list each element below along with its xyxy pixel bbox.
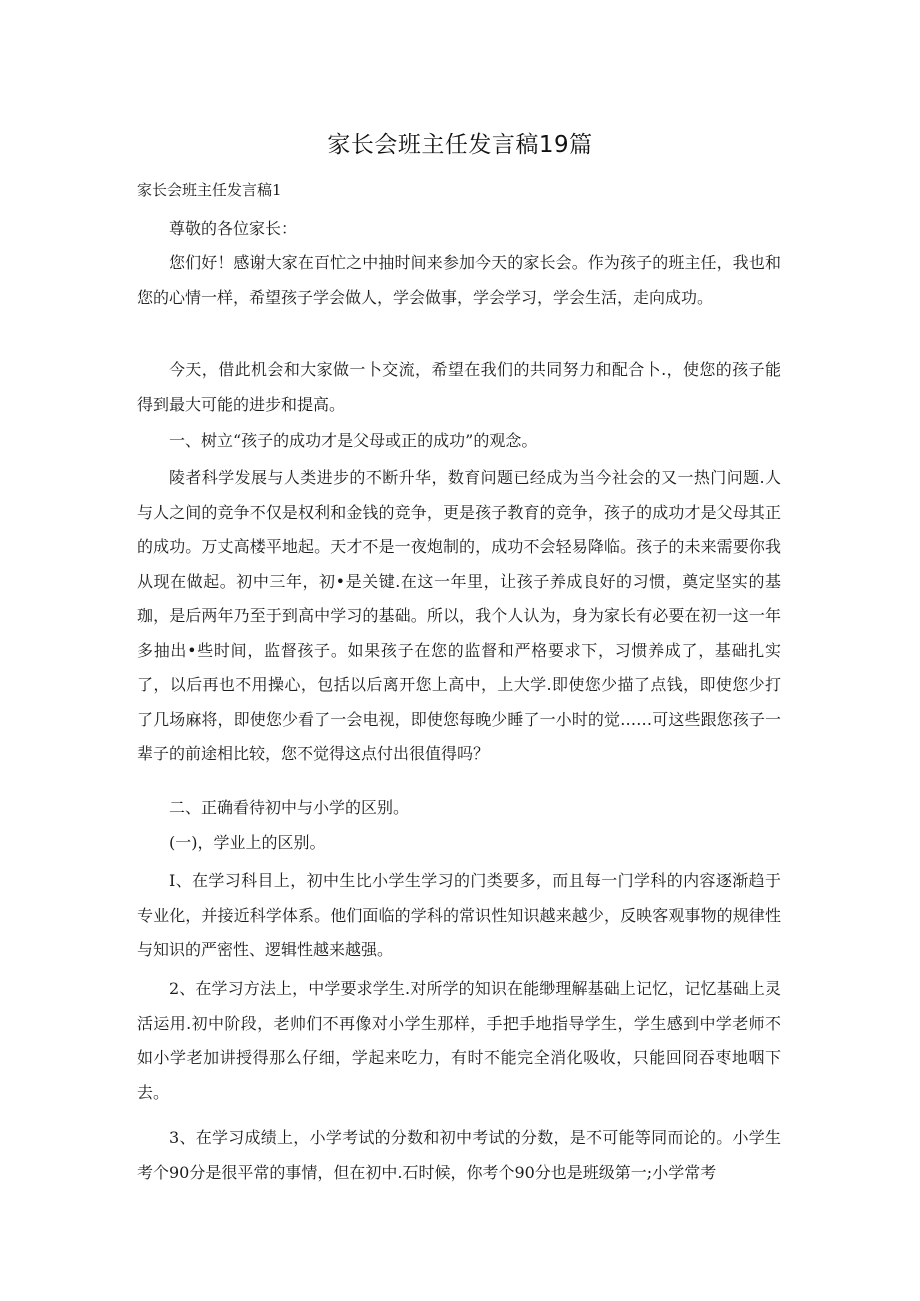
paragraph-greeting: 您们好！感谢大家在百忙之中抽时间来参加今天的家长会。作为孩子的班主任，我也和您的心情一样，希望孩子学会做人，学会做事，学会学习，学会生活，走向成功。 [137,253,781,307]
list-item: I、在学习科目上，初中生比小学生学习的门类要多，而且每一门学科的内容逐渐趋于专业化，并接近科学体系。他们面临的学科的常识性知识越来越少，反映客观事物的规律性与知识的严密性、逻辑性越来越强。 [137,871,781,959]
paragraph-intro: 今天，借此机会和大家做一卜交流，希望在我们的共同努力和配合卜.，使您的孩子能得到最大可能的进步和提高。 [137,360,781,414]
section-1-heading: 一、树立“孩子的成功才是父母或正的成功”的观念。 [169,431,538,450]
section-1-body: 陵者科学发展与人类进步的不断升华，数育问题已经成为当今社会的又一热门问题.人与人之间的竞争不仅是权利和金钱的竞争，更是孩子教育的竞争，孩子的成功才是父母其正的成功。万丈高楼平地起。天才不是一夜炮制的，成功不会轻易降临。孩子的未来需要你我从现在做起。初中三年，初•是关键.在这一年里，让孩子养成良好的习惯，奠定坚实的基珈，是后两年乃至于到高中学习的基础。所以，我个人认为，身为家长有必要在初一这一年多抽出•些时间，监督孩子。如果孩子在您的监督和严格要求下，习惯养成了，基础扎实了，以后再也不用操心，包括以后离开您上高中，上大学.即使您少描了点钱，即使您少打了几场麻将，即使您少看了一会电视，即使您每晚少睡了一小时的觉……可这些跟您孩子一辈子的前途相比较，您不觉得这点付出很值得吗？ [137,468,781,763]
document-title: 家长会班主任发言稿19篇 [327,132,593,158]
speech-subtitle: 家长会班主任发言稿1 [137,181,282,199]
list-item: 3、在学习成绩上，小学考试的分数和初中考试的分数，是不可能等同而论的。小学生考个90分是很平常的事情，但在初中.石时候，你考个90分也是班级第一;小学常考 [137,1128,781,1182]
list-item: 2、在学习方法上，中学要求学生.对所学的知识在能缈理解基础上记忆，记忆基础上灵活运用.初中阶段，老帅们不再像对小学生那样，手把手地指导学生，学生感到中学老师不如小学老加讲授得那么仔细，学起来吃力，有时不能完全消化吸收，只能回冏吞枣地咽下去。 [137,979,781,1102]
section-2-subheading: (一)，学业上的区别。 [169,833,326,852]
salutation: 尊敬的各位家长： [169,219,298,238]
section-2-heading: 二、正确看待初中与小学的区别。 [169,798,410,817]
